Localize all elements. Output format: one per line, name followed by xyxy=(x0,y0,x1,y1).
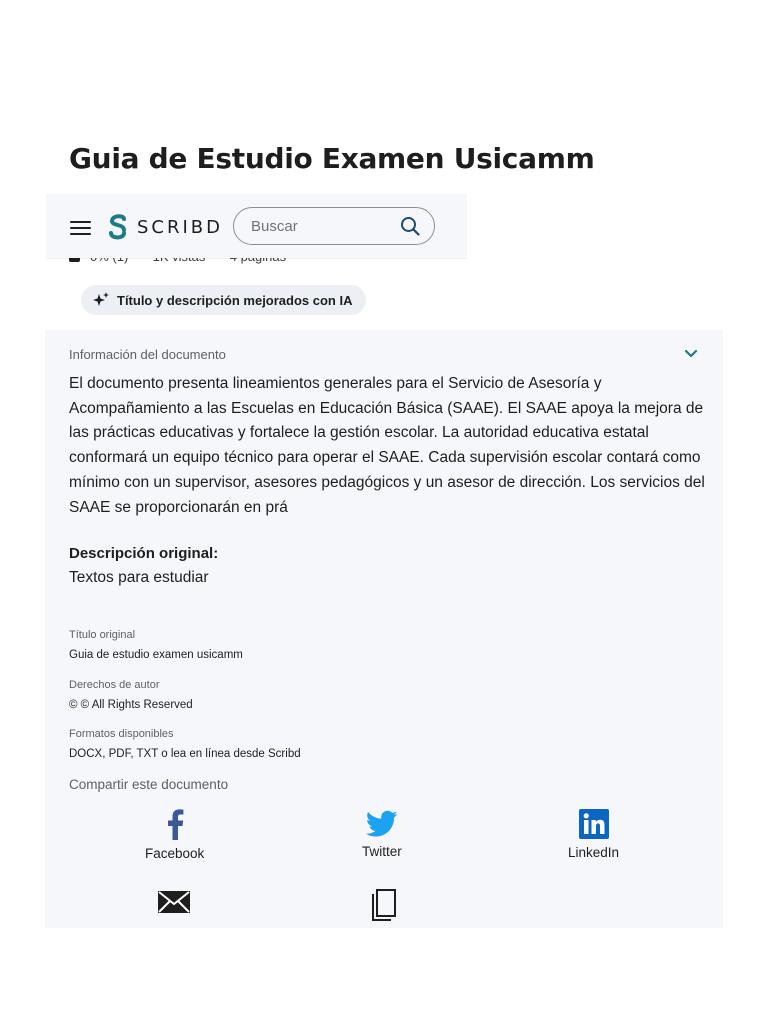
copy-icon xyxy=(371,888,397,922)
original-title-value: Guia de estudio examen usicamm xyxy=(69,649,243,661)
search-box[interactable] xyxy=(233,207,435,245)
share-twitter-button[interactable] xyxy=(362,810,402,859)
facebook-label: Facebook xyxy=(145,846,205,861)
scribd-logo[interactable] xyxy=(107,213,223,241)
search-icon[interactable] xyxy=(400,216,420,236)
ai-badge-label: Título y descripción mejorados con IA xyxy=(117,292,353,308)
linkedin-icon xyxy=(579,809,609,839)
copyright-label: Derechos de autor xyxy=(69,679,160,691)
info-section-label: Información del documento xyxy=(69,347,226,362)
chevron-down-icon[interactable] xyxy=(684,349,698,359)
document-title: Guia de Estudio Examen Usicamm xyxy=(69,142,595,175)
facebook-icon xyxy=(166,808,184,840)
copyright-value: © © All Rights Reserved xyxy=(69,699,193,711)
scribd-logo-icon xyxy=(107,213,129,241)
ai-enhanced-badge xyxy=(81,285,366,315)
formats-label: Formatos disponibles xyxy=(69,728,174,740)
menu-icon[interactable] xyxy=(70,221,91,235)
twitter-label: Twitter xyxy=(362,844,402,859)
copy-link-button[interactable] xyxy=(371,888,397,928)
email-icon xyxy=(158,891,190,913)
formats-value: DOCX, PDF, TXT o lea en línea desde Scribd xyxy=(69,748,301,760)
linkedin-label: LinkedIn xyxy=(568,845,620,860)
original-title-label: Título original xyxy=(69,629,136,641)
share-facebook-button[interactable] xyxy=(145,808,204,861)
original-description: Textos para estudiar xyxy=(69,569,209,586)
document-info-panel xyxy=(45,330,723,928)
original-description-label: Descripción original: xyxy=(69,545,219,562)
twitter-icon xyxy=(366,810,398,838)
logo-text: SCRIBD xyxy=(137,216,224,238)
share-linkedin-button[interactable] xyxy=(568,809,619,860)
document-description: El documento presenta lineamientos generales para el Servicio de Asesoría y Acompañamiento a las Escuelas en Educación Básica (SAAE). El SAAE apoya la mejora de las prácticas educativas y fortalece la gestión escolar. La autoridad educativa estatal conformará un equipo técnico para operar el SAAE. Cada supervisión escolar contará como mínimo con un supervisor, asesores pedagógicos y un asesor de dirección. Los servicios del SAAE se proporcionarán en prá xyxy=(69,375,705,516)
search-input[interactable] xyxy=(249,217,393,236)
share-section-label: Compartir este documento xyxy=(69,777,229,792)
site-header xyxy=(46,194,467,258)
sparkle-icon xyxy=(93,292,109,308)
share-email-button[interactable] xyxy=(158,891,190,919)
